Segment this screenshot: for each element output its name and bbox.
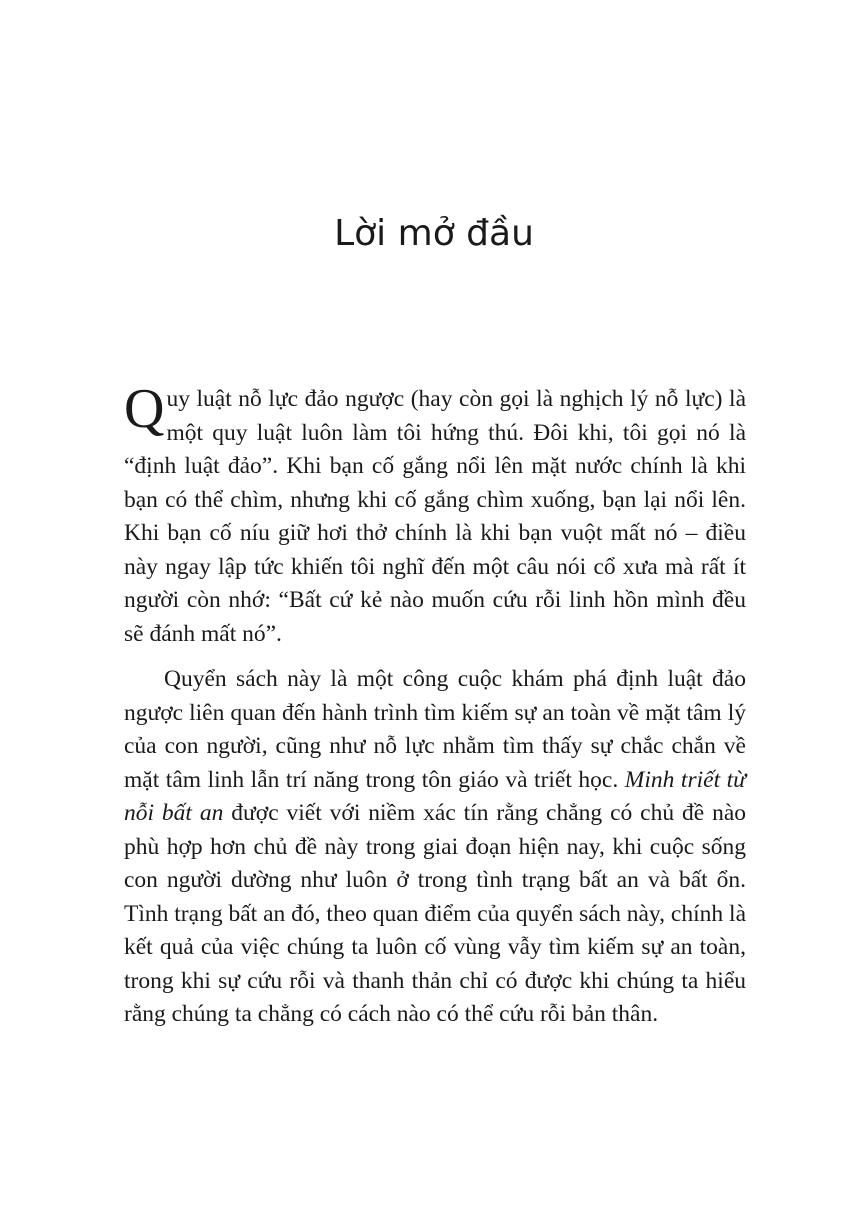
paragraph-1-text: uy luật nỗ lực đảo ngược (hay còn gọi là nghịch lý nỗ lực) là một quy luật luôn làm tôi hứng thú. Đôi khi, tôi gọi nó là “định luật đảo”. Khi bạn cố gắng nổi lên mặt nước chính là khi bạn có thể chìm, nhưng khi cố gắng chìm xuống, bạn lại nổi lên. Khi bạn cố níu giữ hơi thở chính là khi bạn vuột mất nó – điều này ngay lập tức khiến tôi nghĩ đến một câu nói cổ xưa mà rất ít người còn nhớ: “Bất cứ kẻ nào muốn cứu rỗi linh hồn mình đều sẽ đánh mất nó”.: [124, 386, 746, 647]
page-title: Lời mở đầu: [334, 213, 534, 254]
paragraph-2-text-after: được viết với niềm xác tín rằng chẳng có chủ đề nào phù hợp hơn chủ đề này trong giai đoạn hiện nay, khi cuộc sống con người dường như luôn ở trong tình trạng bất an và bất ổn. Tình trạng bất an đó, theo quan điểm của quyển sách này, chính là kết quả của việc chúng ta luôn cố vùng vẫy tìm kiếm sự an toàn, trong khi sự cứu rỗi và thanh thản chỉ có được khi chúng ta hiểu rằng chúng ta chẳng có cách nào có thể cứu rỗi bản thân.: [124, 800, 746, 1027]
paragraph-1: [124, 378, 746, 651]
body-text: [124, 378, 746, 1032]
drop-cap: Q: [124, 378, 165, 440]
book-title-italic: Minh triết từ nỗi bất an: [124, 766, 746, 826]
paragraph-2-text-before: Quyển sách này là một công cuộc khám phá định luật đảo ngược liên quan đến hành trình tìm kiếm sự an toàn về mặt tâm lý của con người, cũng như nỗ lực nhằm tìm thấy sự chắc chắn về mặt tâm linh lẫn trí năng trong tôn giáo và triết học.: [124, 666, 746, 793]
paragraph-2: [124, 663, 746, 1032]
